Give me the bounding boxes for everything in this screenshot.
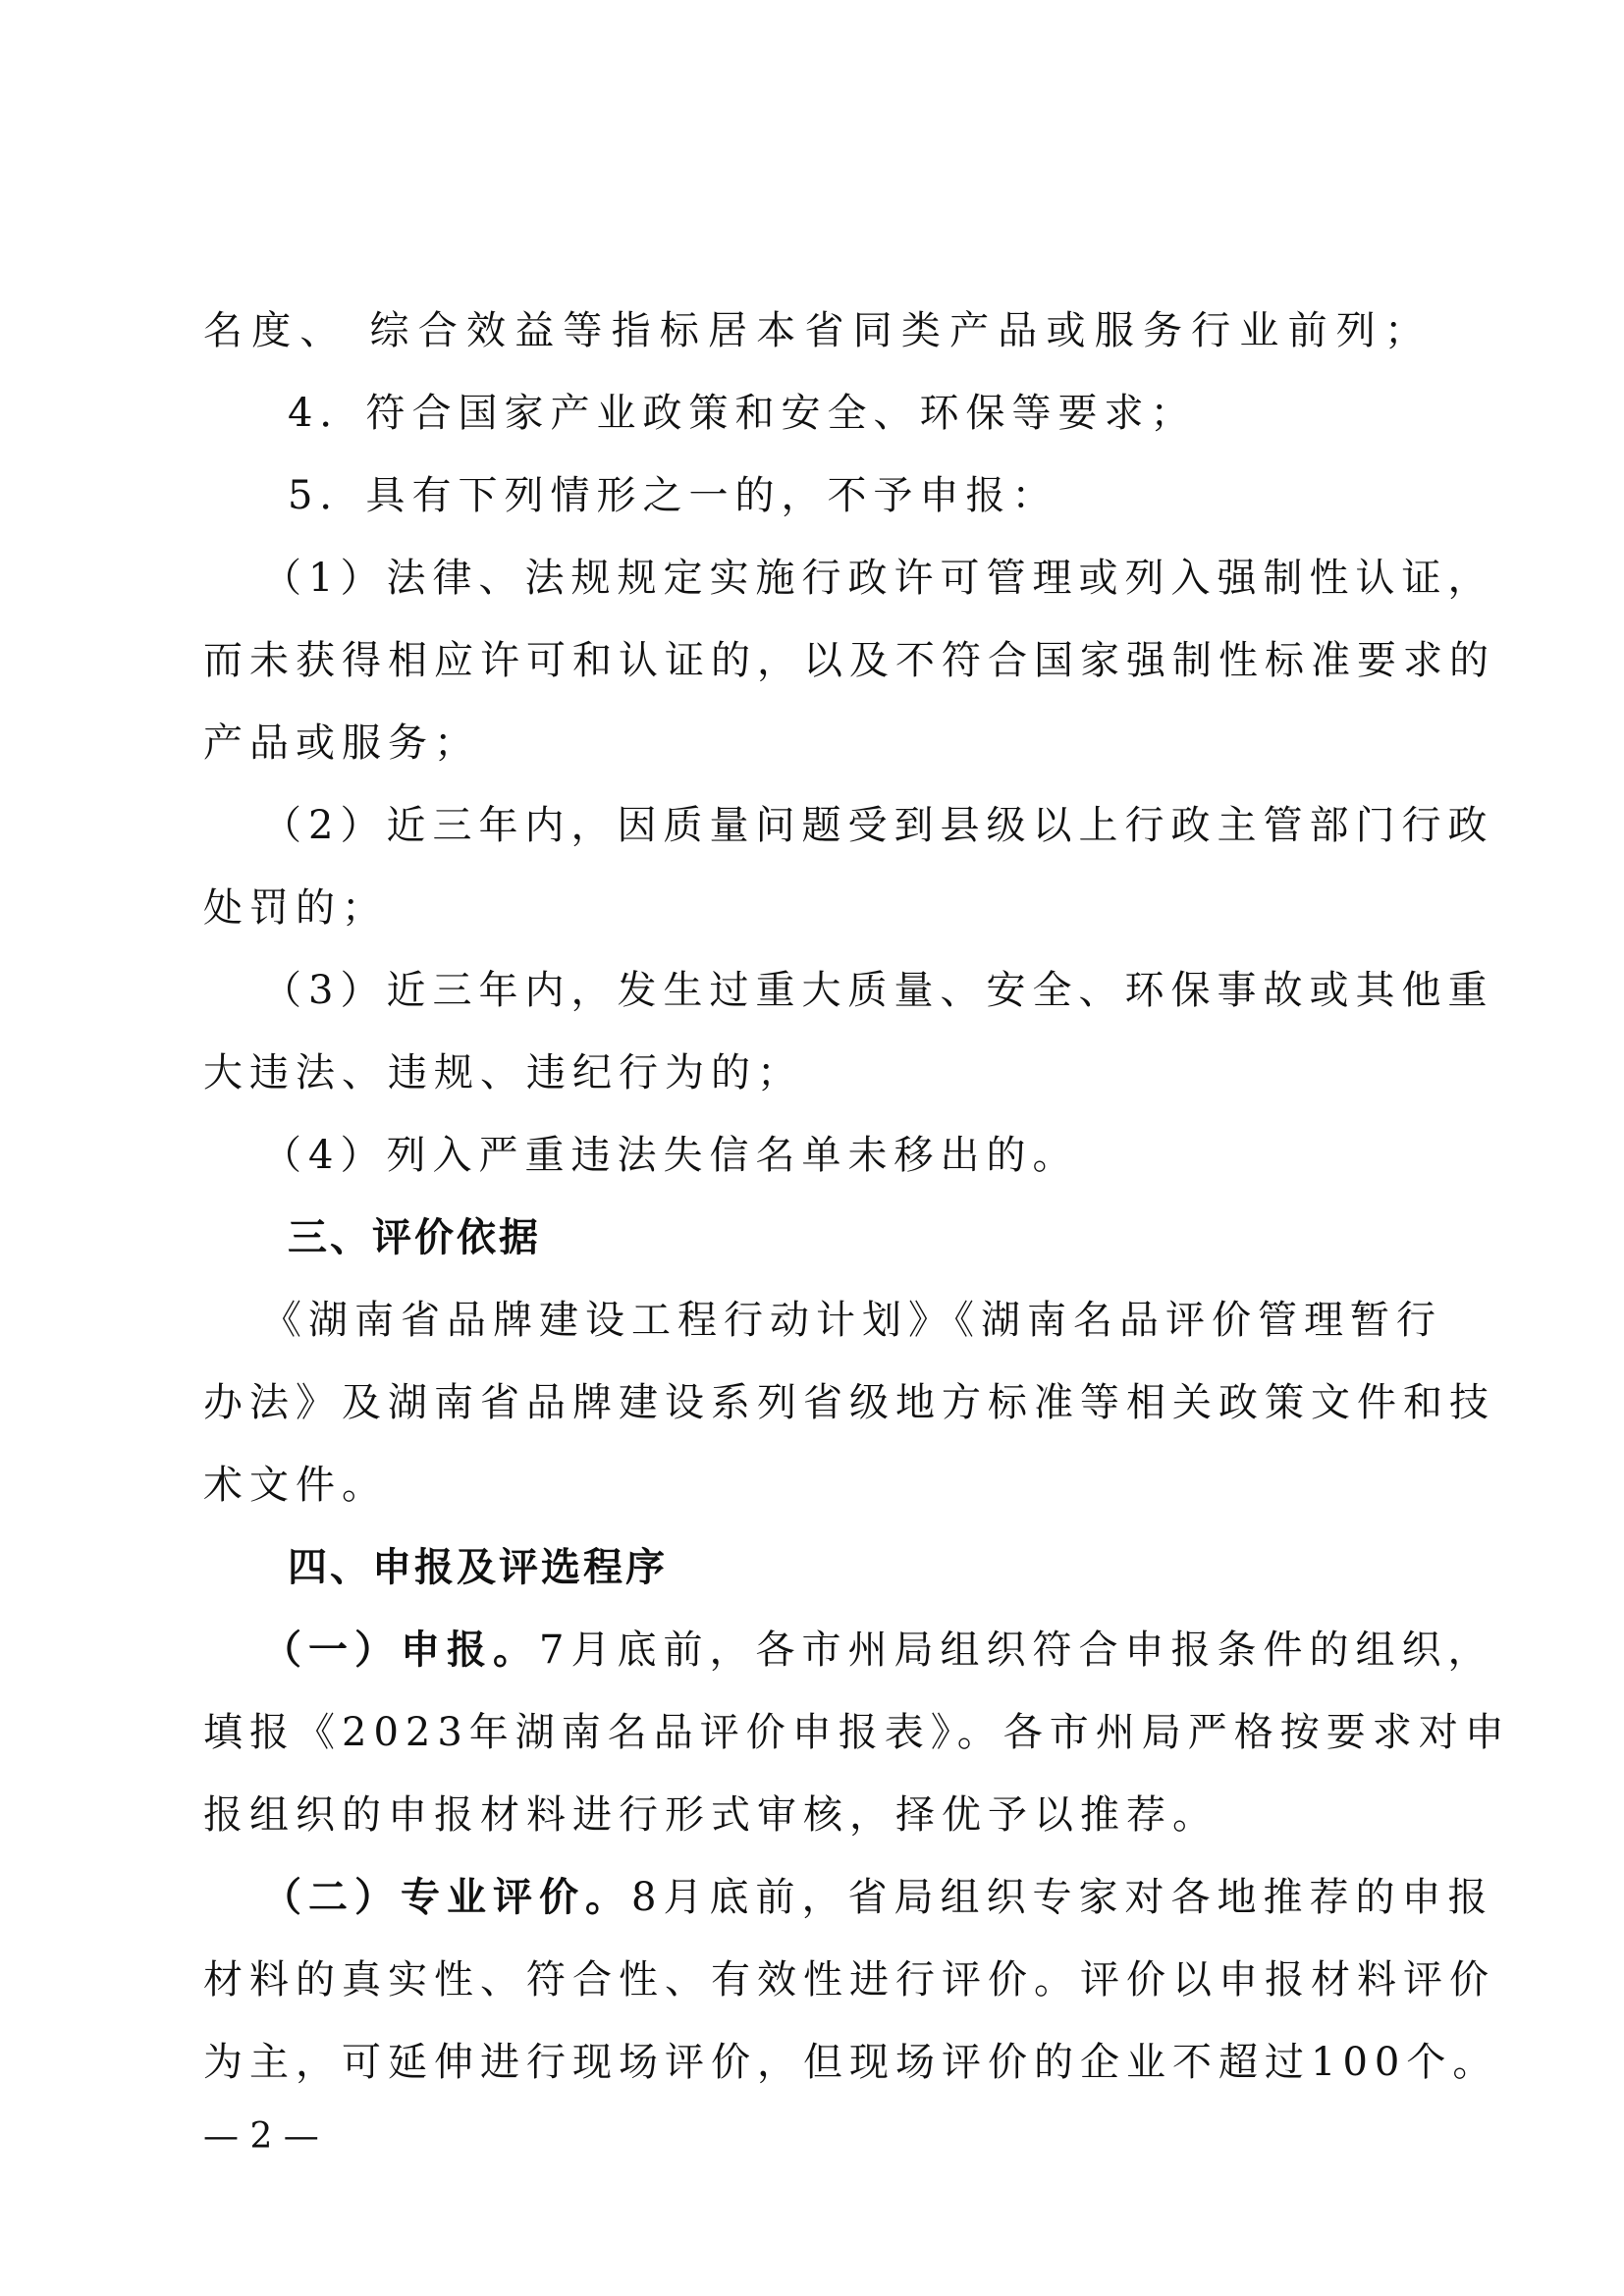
text-line: 材料的真实性、符合性、有效性进行评价。评价以申报材料评价 [203,1957,1495,2002]
section-heading: 三、评价依据 [288,1215,541,1260]
text-line: 大违法、违规、违纪行为的； [203,1050,803,1095]
text-line: 为主，可延伸进行现场评价，但现场评价的企业不超过100个。 [203,2040,1499,2085]
text-line: 4．符合国家产业政策和安全、环保等要求； [288,391,1197,436]
subsection-label: （二）专业评价。 [262,1874,631,1920]
text-line: 术文件。 [203,1463,388,1508]
text-line [203,1609,1494,1691]
text-line: 办法》及湖南省品牌建设系列省级地方标准等相关政策文件和技 [203,1380,1495,1425]
text-line: 填报《2023年湖南名品评价申报表》。各市州局严格按要求对申 [203,1710,1511,1755]
document-body [203,290,1511,2104]
text-span: 7月底前，各市州局组织符合申报条件的组织， [539,1628,1494,1673]
text-line: （3）近三年内，发生过重大质量、安全、环保事故或其他重 [262,968,1494,1013]
text-line: （1）法律、法规规定实施行政许可管理或列入强制性认证， [262,556,1494,601]
text-line: 报组织的申报材料进行形式审核，择优予以推荐。 [203,1792,1218,1838]
text-line [203,1856,1494,1939]
section-heading: 四、申报及评选程序 [288,1545,668,1590]
page-number: — 2 — [203,2116,319,2157]
text-line: 而未获得相应许可和认证的，以及不符合国家强制性标准要求的 [203,638,1495,683]
text-line: 产品或服务； [203,721,480,766]
text-line: 5．具有下列情形之一的，不予申报： [288,473,1058,518]
text-line: 处罚的； [203,885,388,931]
text-line: 《湖南省品牌建设工程行动计划》《湖南名品评价管理暂行 [262,1298,1442,1343]
text-line: （2）近三年内，因质量问题受到县级以上行政主管部门行政 [262,803,1494,848]
text-line: 名度、 综合效益等指标居本省同类产品或服务行业前列； [203,308,1431,353]
text-line: （4）列入严重违法失信名单未移出的。 [262,1133,1079,1178]
subsection-label: （一）申报。 [262,1627,539,1673]
text-span: 8月底前，省局组织专家对各地推荐的申报 [631,1875,1494,1920]
